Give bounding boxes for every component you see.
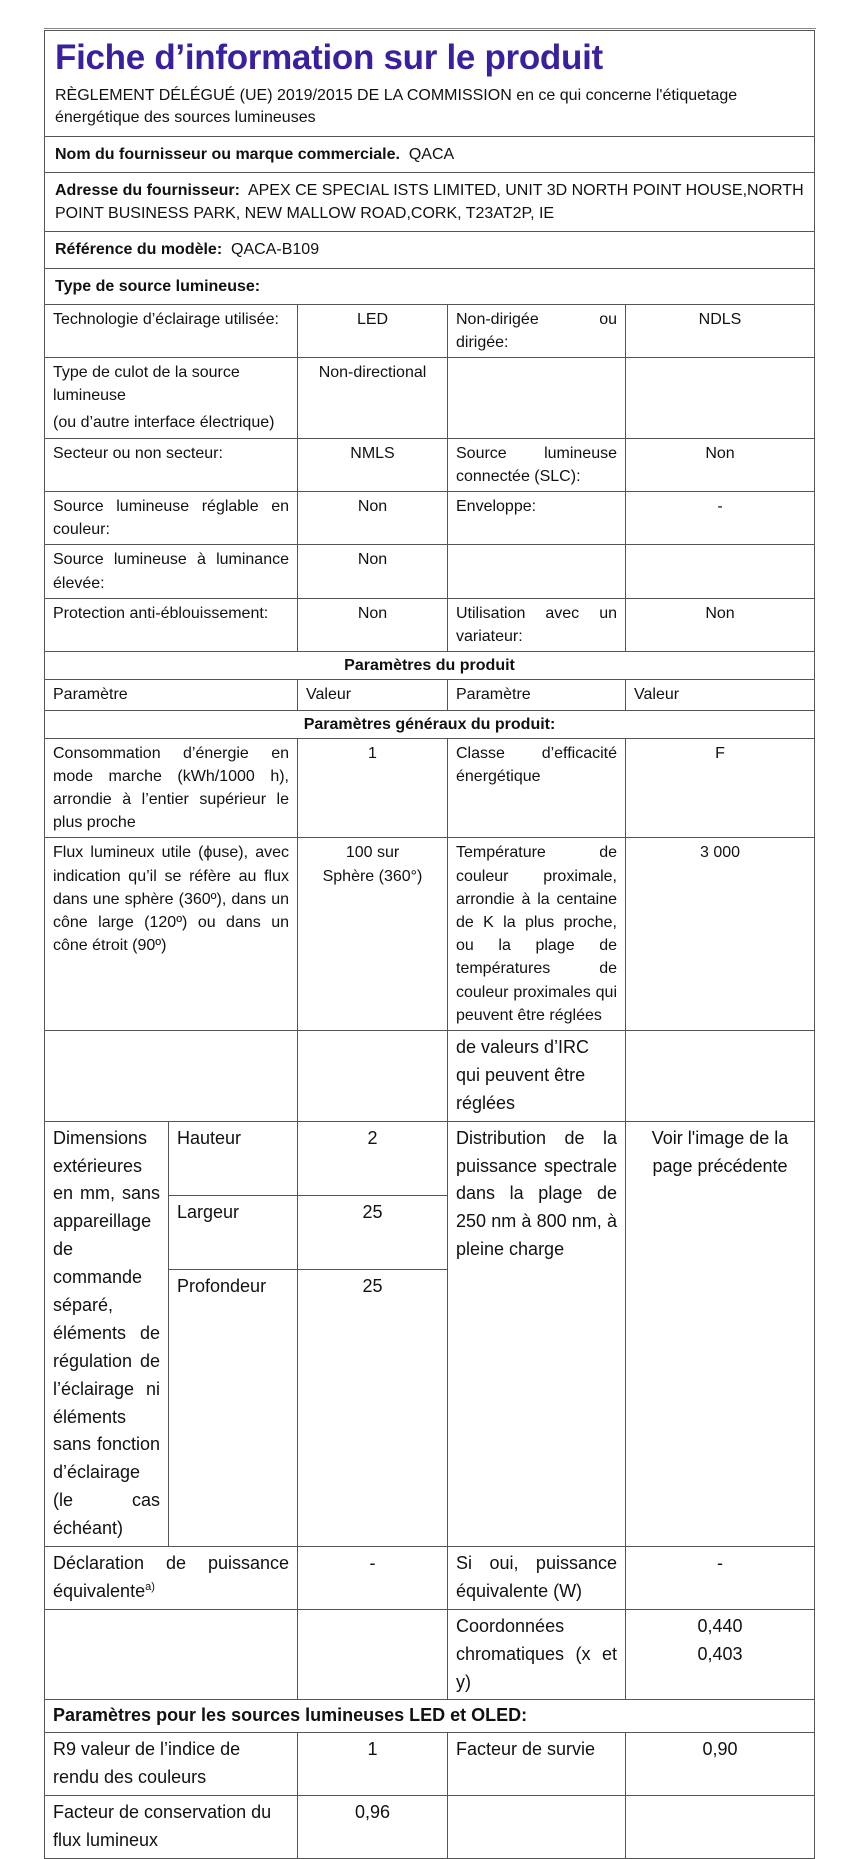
general-params-heading-row [45,710,815,738]
column-header-value: Valeur [626,680,815,710]
product-params-heading-row [45,652,815,680]
row-label [448,545,626,598]
row-value: Non [626,438,815,491]
useful-flux-value-line: Sphère (360°) [322,867,423,885]
equivalent-watt-value: - [626,1547,815,1610]
general-params-heading: Paramètres généraux du produit: [45,710,815,738]
row-value: NDLS [626,304,815,357]
survival-factor-label: Facteur de survie [448,1733,626,1796]
r9-value: 1 [298,1733,448,1796]
spectral-distribution-label: Distribution de la puissance spectrale dans la plage de 250 nm à 800 nm, à pleine charge [448,1121,626,1546]
row-label: Technologie d’éclairage utilisée: [45,304,298,357]
page-title: Fiche d’information sur le produit [55,38,603,77]
efficiency-class-value: F [626,738,815,838]
chromaticity-y: 0,403 [697,1643,743,1664]
column-header-param: Paramètre [45,680,298,710]
table-row [45,492,815,545]
width-value: 25 [298,1195,448,1269]
column-header-value: Valeur [298,680,448,710]
row-label: Source lumineuse à luminance élevée: [45,545,298,598]
useful-flux-value [298,838,448,1031]
table-row [45,1121,815,1195]
title-row [45,31,815,137]
height-label: Hauteur [169,1121,298,1195]
equivalent-power-value: - [298,1547,448,1610]
chromaticity-x: 0,440 [697,1615,743,1636]
equivalent-power-text: Déclaration de puissance équivalente [53,1553,289,1601]
depth-label: Profondeur [169,1270,298,1547]
row-value: LED [298,304,448,357]
model-reference-label: Référence du modèle: [55,241,223,259]
row-label: Enveloppe: [448,492,626,545]
dimensions-label: Dimensions extérieures en mm, sans appareillage de commande séparé, éléments de régulation de l’éclairage ni éléments sans fonction d’éclairage (le cas échéant) [45,1121,169,1546]
survival-factor-value: 0,90 [626,1733,815,1796]
irc-tail-text: de valeurs d’IRC qui peuvent être réglées [448,1030,626,1121]
supplier-address-value: APEX CE SPECIAL ISTS LIMITED, UNIT 3D NORTH POINT HOUSE,NORTH POINT BUSINESS PARK, NEW MALLOW ROAD,CORK, T23AT2P, IE [55,181,804,223]
row-label-line: (ou d’autre interface électrique) [53,414,275,432]
row-label: Non-dirigée ou dirigée: [448,304,626,357]
led-params-heading-row [45,1700,815,1733]
empty-cell [626,1030,815,1121]
row-value: Non [298,492,448,545]
efficiency-class-label: Classe d’efficacité énergétique [448,738,626,838]
row-label: Secteur ou non secteur: [45,438,298,491]
table-row [45,838,815,1031]
regulation-text: RÈGLEMENT DÉLÉGUÉ (UE) 2019/2015 DE LA COMMISSION en ce qui concerne l'étiquetage énergétique des sources lumineuses [55,87,738,127]
table-row [45,438,815,491]
empty-cell [298,1609,448,1700]
width-label: Largeur [169,1195,298,1269]
row-value: Non [298,598,448,651]
r9-label: R9 valeur de l’indice de rendu des couleurs [45,1733,298,1796]
table-row [45,1796,815,1859]
row-label: Protection anti-éblouissement: [45,598,298,651]
lumen-maintenance-label: Facteur de conservation du flux lumineux [45,1796,298,1859]
useful-flux-label: Flux lumineux utile (ϕuse), avec indication qu’il se réfère au flux dans une sphère (360º), dans un cône large (120º) ou dans un cône étroit (90º) [45,838,298,1031]
table-row [45,358,815,439]
table-row [45,1609,815,1700]
table-row [45,598,815,651]
depth-value: 25 [298,1270,448,1547]
spectral-distribution-value: Voir l'image de la page précédente [626,1121,815,1546]
source-type-heading: Type de source lumineuse: [45,268,815,304]
top-border [44,28,816,29]
row-label: Source lumineuse connectée (SLC): [448,438,626,491]
energy-consumption-value: 1 [298,738,448,838]
supplier-name-label: Nom du fournisseur ou marque commerciale. [55,145,400,163]
equivalent-watt-label: Si oui, puissance équivalente (W) [448,1547,626,1610]
equivalent-power-label [45,1547,298,1610]
info-table [44,30,815,1859]
row-label: Utilisation avec un variateur: [448,598,626,651]
energy-consumption-label: Consommation d’énergie en mode marche (kWh/1000 h), arrondie à l’entier supérieur le plus proche [45,738,298,838]
chromaticity-value [626,1609,815,1700]
product-params-heading: Paramètres du produit [45,652,815,680]
row-label [448,358,626,439]
column-header-row [45,680,815,710]
product-information-sheet [44,30,814,1859]
row-value: Non-directional [298,358,448,439]
row-value: Non [298,545,448,598]
model-reference-value: QACA-B109 [231,241,320,259]
empty-cell [448,1796,626,1859]
empty-cell [45,1609,298,1700]
model-reference-row [45,232,815,268]
supplier-name-row [45,136,815,172]
led-params-heading: Paramètres pour les sources lumineuses LED et OLED: [45,1700,815,1733]
useful-flux-value-line: 100 sur [345,844,400,862]
chromaticity-label: Coordonnées chromatiques (x et y) [448,1609,626,1700]
table-row [45,738,815,838]
table-row [45,304,815,357]
row-value [626,545,815,598]
source-type-heading-row [45,268,815,304]
height-value: 2 [298,1121,448,1195]
supplier-address-label: Adresse du fournisseur: [55,181,240,199]
table-row [45,1733,815,1796]
empty-cell [298,1030,448,1121]
row-label-line: Type de culot de la source lumineuse [53,364,240,405]
empty-cell [45,1030,298,1121]
supplier-name-value: QACA [408,145,455,163]
cct-value: 3 000 [626,838,815,1031]
row-label [45,358,298,439]
table-row [45,1030,815,1121]
table-row [45,1547,815,1610]
column-header-param: Paramètre [448,680,626,710]
footnote-marker: a) [145,1580,155,1593]
row-value: NMLS [298,438,448,491]
row-value [626,358,815,439]
cct-label: Température de couleur proximale, arrondie à la centaine de K la plus proche, ou la plage de températures de couleur proximales qui peuvent être réglées [448,838,626,1031]
table-row [45,545,815,598]
empty-cell [626,1796,815,1859]
lumen-maintenance-value: 0,96 [298,1796,448,1859]
row-value: - [626,492,815,545]
row-value: Non [626,598,815,651]
supplier-address-row [45,172,815,231]
row-label: Source lumineuse réglable en couleur: [45,492,298,545]
